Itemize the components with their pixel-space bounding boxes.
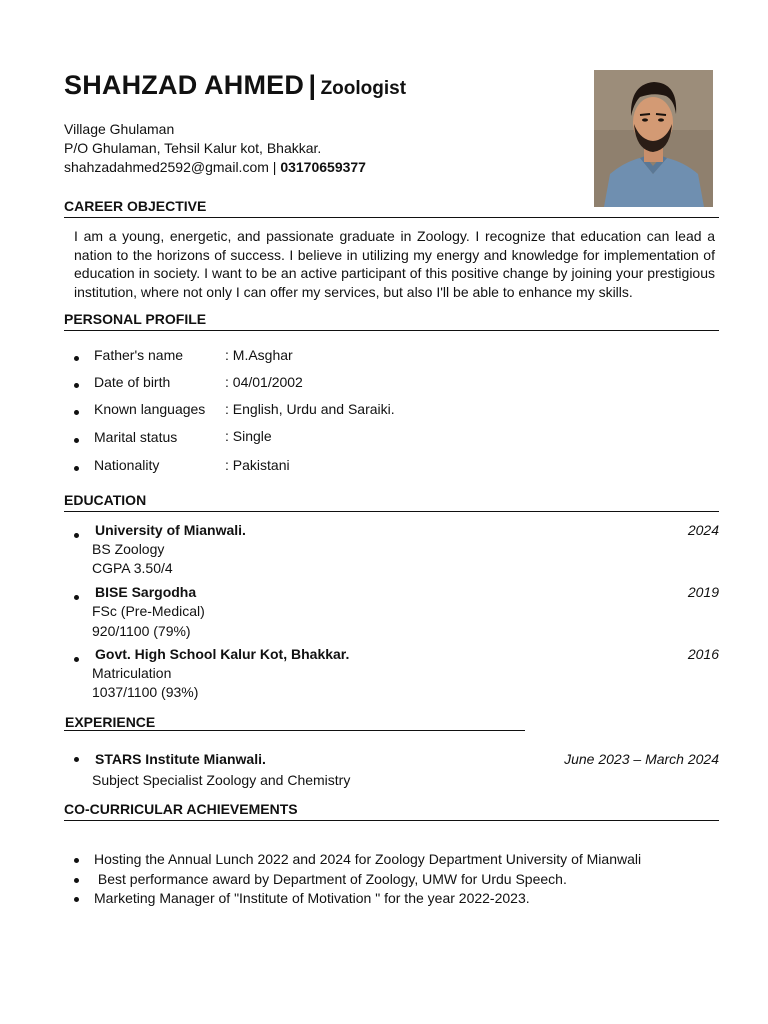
- profession: Zoologist: [320, 78, 407, 99]
- education-divider: [64, 511, 719, 512]
- profile-value: : 04/01/2002: [225, 374, 303, 390]
- career-objective-divider: [64, 217, 719, 218]
- profile-value: : Single: [225, 428, 272, 444]
- full-name: SHAHZAD AHMED: [64, 70, 305, 100]
- achievement-item: Hosting the Annual Lunch 2022 and 2024 for Zoology Department University of Mianwali: [94, 851, 642, 867]
- address-line-2: P/O Ghulaman, Tehsil Kalur kot, Bhakkar.: [64, 140, 322, 156]
- name-separator: |: [308, 70, 317, 100]
- profile-value: : Pakistani: [225, 457, 290, 473]
- education-year: 2024: [687, 522, 719, 538]
- education-degree: BS Zoology: [92, 541, 165, 557]
- profile-label: Father's name: [94, 347, 184, 363]
- education-result: 920/1100 (79%): [92, 623, 191, 639]
- bullet-icon: [74, 383, 79, 388]
- profile-label: Known languages: [94, 401, 206, 417]
- email-phone-line: [64, 158, 366, 177]
- name-heading: [64, 70, 406, 101]
- achievements-title: CO-CURRICULAR ACHIEVEMENTS: [64, 801, 298, 817]
- education-year: 2016: [687, 646, 719, 662]
- experience-title: EXPERIENCE: [65, 714, 156, 730]
- education-degree: Matriculation: [92, 665, 172, 681]
- education-result: 1037/1100 (93%): [92, 684, 199, 700]
- bullet-icon: [74, 757, 79, 762]
- personal-profile-divider: [64, 330, 719, 331]
- career-objective-text: I am a young, energetic, and passionate graduate in Zoology. I recognize that education can lead a nation to the horizons of success. I believe in utilizing my energy and knowledge for implementation of education in society. I want to be an active participant of this positive change by joining your prestigious institution, where not only I can offer my services, but also I'll be able to enhance my skills.: [74, 228, 715, 300]
- education-result: CGPA 3.50/4: [92, 560, 173, 576]
- personal-profile-title: PERSONAL PROFILE: [64, 311, 207, 327]
- experience-role: Subject Specialist Zoology and Chemistry: [92, 772, 351, 788]
- profile-photo: [594, 70, 713, 207]
- achievements-divider: [64, 820, 719, 821]
- phone-number: 03170659377: [280, 159, 366, 175]
- address-line-1: Village Ghulaman: [64, 121, 175, 137]
- bullet-icon: [74, 595, 79, 600]
- experience-period: June 2023 – March 2024: [564, 751, 719, 767]
- experience-divider: [64, 730, 525, 731]
- contact-separator: |: [268, 159, 281, 175]
- bullet-icon: [74, 438, 79, 443]
- bullet-icon: [74, 878, 79, 883]
- bullet-icon: [74, 356, 79, 361]
- bullet-icon: [74, 657, 79, 662]
- experience-organization: STARS Institute Mianwali.: [95, 751, 266, 767]
- bullet-icon: [74, 858, 79, 863]
- bullet-icon: [74, 466, 79, 471]
- education-institution: Govt. High School Kalur Kot, Bhakkar.: [95, 646, 350, 662]
- career-objective-title: CAREER OBJECTIVE: [64, 198, 207, 214]
- profile-label: Marital status: [94, 429, 178, 445]
- profile-label: Date of birth: [94, 374, 171, 390]
- profile-value: : M.Asghar: [225, 347, 293, 363]
- portrait-image: [594, 70, 713, 207]
- profile-value: : English, Urdu and Saraiki.: [225, 401, 395, 417]
- education-institution: University of Mianwali.: [95, 522, 246, 538]
- education-institution: BISE Sargodha: [95, 584, 197, 600]
- achievement-item: Best performance award by Department of Zoology, UMW for Urdu Speech.: [94, 871, 567, 887]
- education-year: 2019: [687, 584, 719, 600]
- achievement-item: Marketing Manager of "Institute of Motivation " for the year 2022-2023.: [94, 890, 530, 906]
- bullet-icon: [74, 897, 79, 902]
- education-degree: FSc (Pre-Medical): [92, 603, 205, 619]
- profile-label: Nationality: [94, 457, 160, 473]
- bullet-icon: [74, 533, 79, 538]
- contact-block: [64, 120, 366, 177]
- education-title: EDUCATION: [64, 492, 147, 508]
- bullet-icon: [74, 410, 79, 415]
- email-link[interactable]: shahzadahmed2592@gmail.com: [64, 159, 269, 175]
